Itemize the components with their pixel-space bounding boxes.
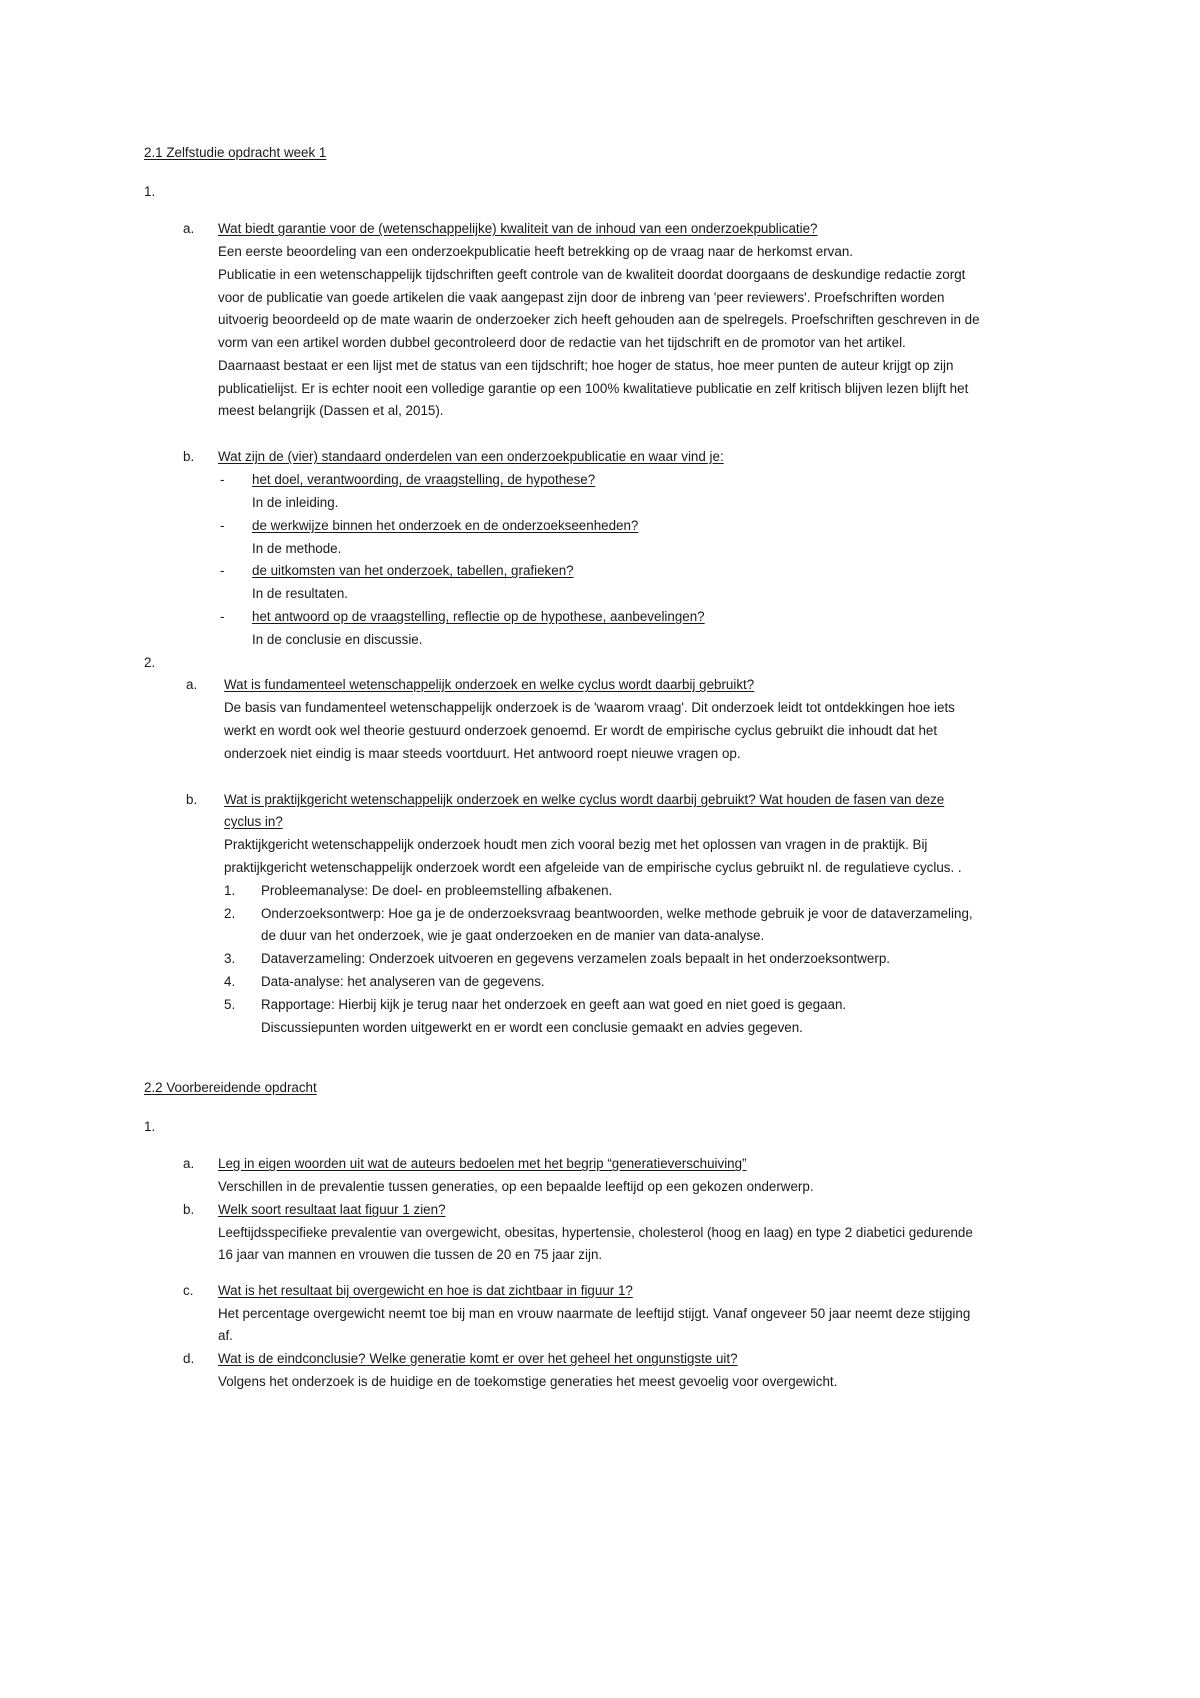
question: cyclus in?	[224, 814, 283, 829]
question: Wat zijn de (vier) standaard onderdelen van een onderzoekpublicatie en waar vind je:	[218, 449, 724, 464]
step-text: Data-analyse: het analyseren van de gegevens.	[261, 974, 545, 989]
sub-letter: b.	[183, 449, 195, 464]
bullet-dash: -	[220, 518, 225, 533]
answer-line: De basis van fundamenteel wetenschappelijk onderzoek is de 'waarom vraag'. Dit onderzoek leidt tot ontdekkingen hoe iets	[224, 700, 955, 715]
answer-line: werkt en wordt ook wel theorie gestuurd onderzoek genoemd. Er wordt de empirische cyclus gebruikt die inhoudt dat het	[224, 723, 938, 738]
bullet-question: de werkwijze binnen het onderzoek en de onderzoekseenheden?	[252, 518, 639, 533]
answer-line: praktijkgericht wetenschappelijk onderzoek wordt een afgeleide van de empirische cyclus gebruikt nl. de regulatieve cyclus. .	[224, 860, 962, 875]
item-number: 1.	[144, 1119, 156, 1134]
step-number: 1.	[224, 883, 236, 898]
answer-line: onderzoek niet eindig is maar steeds voortduurt. Het antwoord roept nieuwe vragen op.	[224, 746, 741, 761]
answer-line: Verschillen in de prevalentie tussen generaties, op een bepaalde leeftijd op een gekozen onderwerp.	[218, 1179, 814, 1194]
sub-letter: b.	[186, 792, 198, 807]
answer-line: Het percentage overgewicht neemt toe bij man en vrouw naarmate de leeftijd stijgt. Vanaf ongeveer 50 jaar neemt deze stijging	[218, 1306, 971, 1321]
step-number: 4.	[224, 974, 236, 989]
answer-line: Een eerste beoordeling van een onderzoekpublicatie heeft betrekking op de vraag naar de herkomst ervan.	[218, 244, 853, 259]
question: Leg in eigen woorden uit wat de auteurs bedoelen met het begrip “generatieverschuiving”	[218, 1156, 747, 1171]
item-number: 2.	[144, 655, 156, 670]
bullet-answer: In de conclusie en discussie.	[252, 632, 423, 647]
bullet-answer: In de methode.	[252, 541, 342, 556]
question: Wat is fundamenteel wetenschappelijk onderzoek en welke cyclus wordt daarbij gebruikt?	[224, 677, 755, 692]
question: Wat is de eindconclusie? Welke generatie komt er over het geheel het ongunstigste uit?	[218, 1351, 738, 1366]
bullet-dash: -	[220, 563, 225, 578]
sub-letter: a.	[183, 1156, 195, 1171]
question: Welk soort resultaat laat figuur 1 zien?	[218, 1202, 446, 1217]
answer-line: voor de publicatie van goede artikelen die vaak aangepast zijn door de inbreng van 'peer reviewers'. Proefschriften worden	[218, 290, 945, 305]
bullet-dash: -	[220, 472, 225, 487]
bullet-question: het doel, verantwoording, de vraagstelling, de hypothese?	[252, 472, 596, 487]
section-heading: 2.1 Zelfstudie opdracht week 1	[144, 145, 327, 160]
sub-letter: b.	[183, 1202, 195, 1217]
answer-line: 16 jaar van mannen en vrouwen die tussen de 20 en 75 jaar zijn.	[218, 1247, 603, 1262]
item-number: 1.	[144, 184, 156, 199]
answer-line: publicatielijst. Er is echter nooit een volledige garantie op een 100% kwalitatieve publicatie en zelf kritisch blijven lezen blijft het	[218, 381, 969, 396]
step-text: Discussiepunten worden uitgewerkt en er wordt een conclusie gemaakt en advies gegeven.	[261, 1020, 803, 1035]
sub-letter: a.	[183, 221, 195, 236]
step-text: Dataverzameling: Onderzoek uitvoeren en gegevens verzamelen zoals bepaalt in het onderzoeksontwerp.	[261, 951, 890, 966]
answer-line: af.	[218, 1328, 233, 1343]
bullet-question: de uitkomsten van het onderzoek, tabellen, grafieken?	[252, 563, 574, 578]
bullet-answer: In de resultaten.	[252, 586, 349, 601]
answer-line: Praktijkgericht wetenschappelijk onderzoek houdt men zich vooral bezig met het oplossen van vragen in de praktijk. Bij	[224, 837, 928, 852]
question: Wat biedt garantie voor de (wetenschappelijke) kwaliteit van de inhoud van een onderzoekpublicatie?	[218, 221, 818, 236]
step-text: de duur van het onderzoek, wie je gaat onderzoeken en de manier van data-analyse.	[261, 928, 765, 943]
step-text: Rapportage: Hierbij kijk je terug naar het onderzoek en geeft aan wat goed en niet goed is gegaan.	[261, 997, 847, 1012]
question: Wat is praktijkgericht wetenschappelijk onderzoek en welke cyclus wordt daarbij gebruikt? Wat houden de fasen van deze	[224, 792, 945, 807]
section-heading: 2.2 Voorbereidende opdracht	[144, 1080, 317, 1095]
answer-line: Publicatie in een wetenschappelijk tijdschriften geeft controle van de kwaliteit doordat doorgaans de deskundige redactie zorgt	[218, 267, 966, 282]
step-number: 5.	[224, 997, 236, 1012]
bullet-dash: -	[220, 609, 225, 624]
answer-line: vorm van een artikel worden dubbel gecontroleerd door de redactie van het tijdschrift en de promotor van het artikel.	[218, 335, 906, 350]
answer-line: Daarnaast bestaat er een lijst met de status van een tijdschrift; hoe hoger de status, hoe meer punten de auteur krijgt op zijn	[218, 358, 954, 373]
answer-line: uitvoerig beoordeeld op de mate waarin de onderzoeker zich heeft gehouden aan de spelregels. Proefschriften geschreven in de	[218, 312, 980, 327]
step-number: 3.	[224, 951, 236, 966]
sub-letter: c.	[183, 1283, 194, 1298]
answer-line: Volgens het onderzoek is de huidige en de toekomstige generaties het meest gevoelig voor overgewicht.	[218, 1374, 838, 1389]
step-text: Onderzoeksontwerp: Hoe ga je de onderzoeksvraag beantwoorden, welke methode gebruik je voor de dataverzameling,	[261, 906, 973, 921]
step-text: Probleemanalyse: De doel- en probleemstelling afbakenen.	[261, 883, 613, 898]
answer-line: meest belangrijk (Dassen et al, 2015).	[218, 403, 444, 418]
bullet-question: het antwoord op de vraagstelling, reflectie op de hypothese, aanbevelingen?	[252, 609, 705, 624]
sub-letter: d.	[183, 1351, 195, 1366]
bullet-answer: In de inleiding.	[252, 495, 339, 510]
answer-line: Leeftijdsspecifieke prevalentie van overgewicht, obesitas, hypertensie, cholesterol (hoog en laag) en type 2 diabetici gedurende	[218, 1225, 973, 1240]
step-number: 2.	[224, 906, 236, 921]
question: Wat is het resultaat bij overgewicht en hoe is dat zichtbaar in figuur 1?	[218, 1283, 633, 1298]
sub-letter: a.	[186, 677, 198, 692]
